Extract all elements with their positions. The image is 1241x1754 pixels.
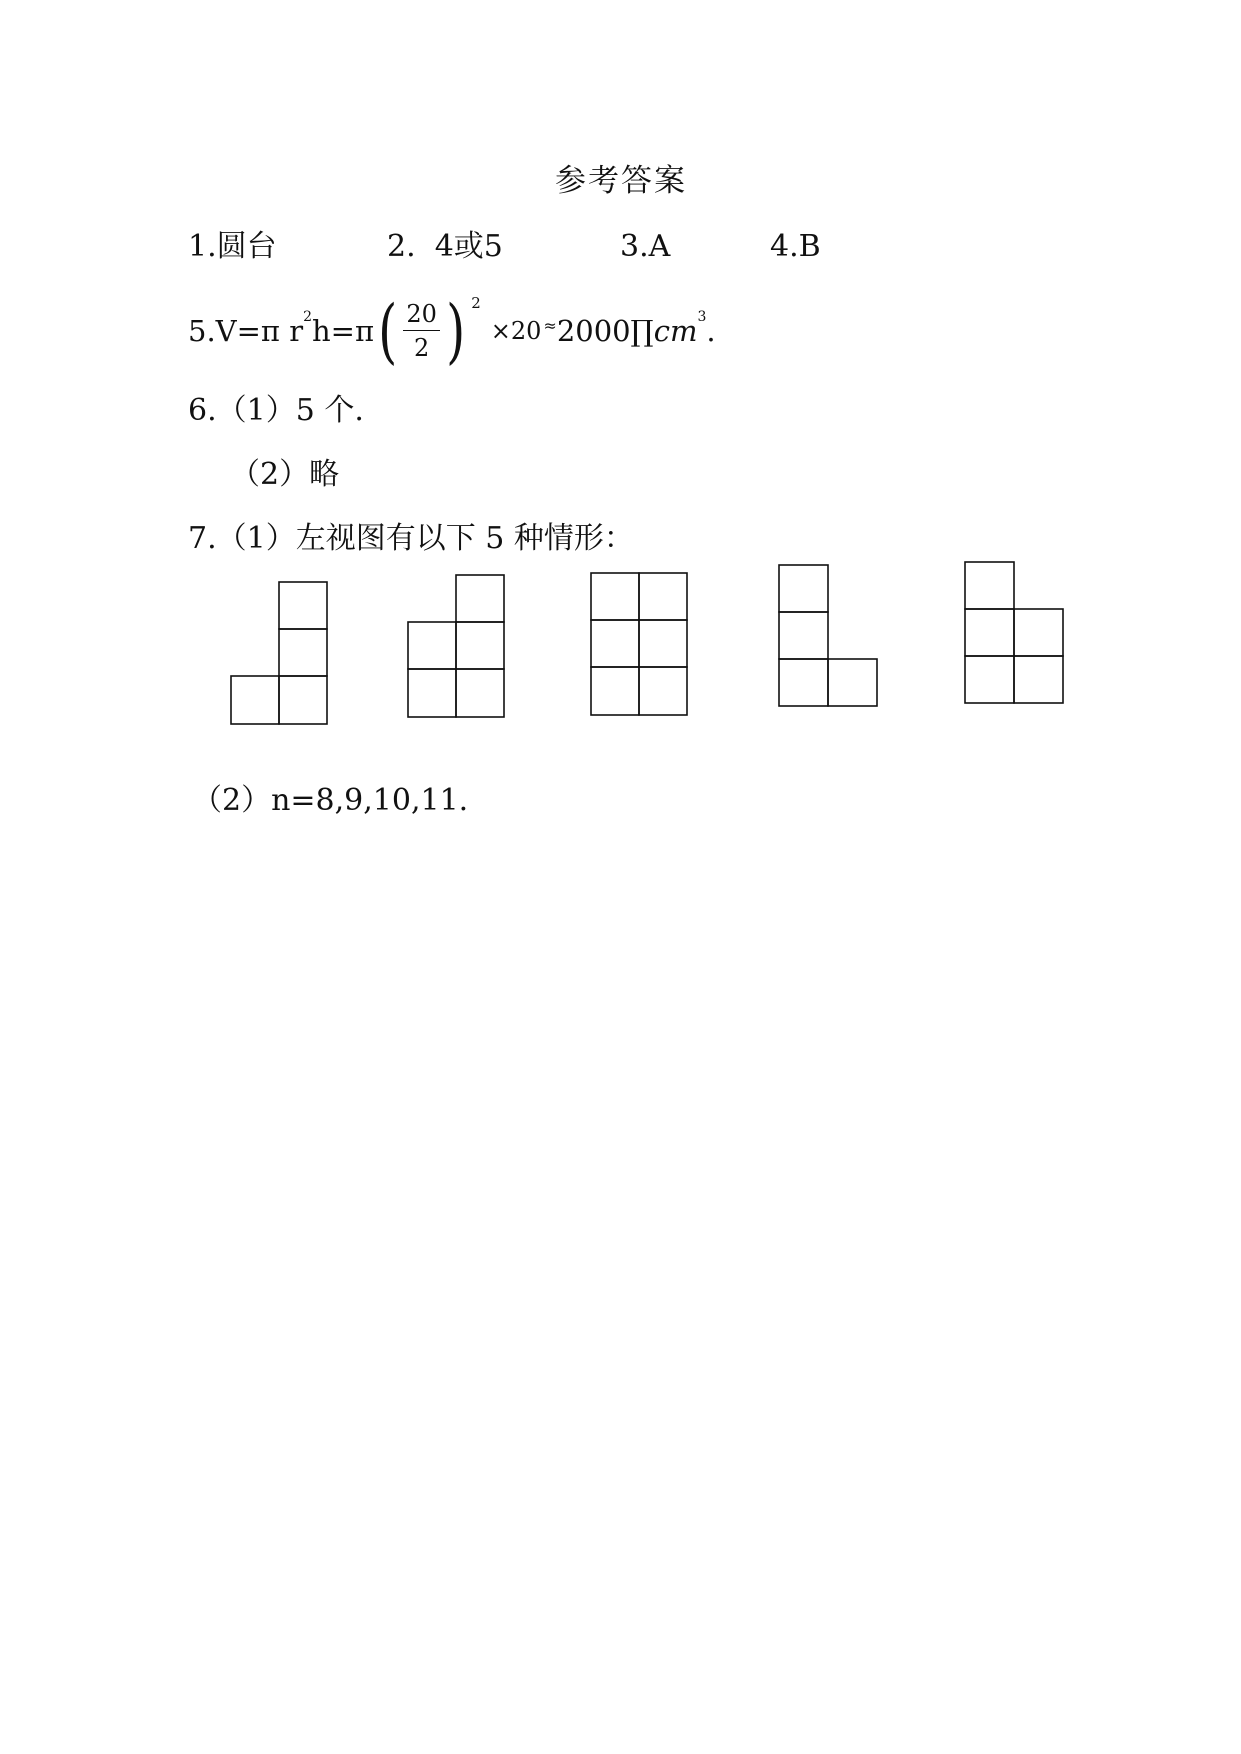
answer-7-part-1: 7.（1）左视图有以下 5 种情形：: [188, 521, 634, 556]
unit: cm: [653, 314, 698, 348]
square: [965, 562, 1014, 609]
square: [779, 612, 828, 659]
square: [1014, 656, 1063, 703]
square: [408, 669, 456, 717]
square: [456, 622, 504, 669]
fraction-denominator: 2: [413, 334, 430, 362]
square: [828, 659, 877, 706]
left-view-figure-1: [231, 582, 327, 724]
square: [779, 565, 828, 612]
answer-7-part-2: （2）n=8,9,10,11.: [192, 783, 469, 818]
right-paren: ): [445, 290, 466, 372]
square: [965, 656, 1014, 703]
square: [231, 676, 279, 724]
fraction-exponent: 2: [471, 294, 481, 312]
formula-result: 2000∏: [556, 314, 654, 348]
answer-6-part-1: 6.（1）5 个.: [188, 393, 364, 428]
answer-4: 4.B: [770, 229, 821, 264]
square: [591, 573, 639, 620]
left-paren: (: [378, 290, 398, 372]
left-view-figure-2: [408, 575, 504, 717]
times-term: ×20: [490, 317, 542, 345]
square: [639, 667, 687, 715]
left-view-figure-5: [965, 562, 1063, 703]
answer-5-label: 5.: [188, 314, 216, 348]
unit-exponent: 3: [697, 309, 707, 325]
formula-prefix: V=π r: [215, 314, 304, 348]
page-title: 参考答案: [555, 163, 687, 199]
answer-6-part-2: （2）略: [230, 457, 340, 492]
left-view-figure-4: [779, 565, 877, 706]
answer-1: 1.圆台: [188, 229, 277, 264]
square: [1014, 609, 1063, 656]
left-view-figure-3: [591, 573, 687, 715]
square: [279, 629, 327, 676]
formula-mid: h=π: [311, 314, 375, 348]
square: [639, 620, 687, 667]
square: [965, 609, 1014, 656]
formula-end: .: [706, 314, 716, 348]
square: [279, 582, 327, 629]
square: [456, 575, 504, 622]
square: [639, 573, 687, 620]
square: [408, 622, 456, 669]
square: [279, 676, 327, 724]
fraction-numerator: 20: [403, 300, 440, 331]
answer-3: 3.A: [620, 229, 671, 264]
square: [456, 669, 504, 717]
approx-sign: ≈: [543, 315, 557, 335]
square: [779, 659, 828, 706]
r-exponent: 2: [303, 309, 312, 325]
answer-2: 2. 4或5: [387, 229, 503, 264]
square: [591, 667, 639, 715]
square: [591, 620, 639, 667]
